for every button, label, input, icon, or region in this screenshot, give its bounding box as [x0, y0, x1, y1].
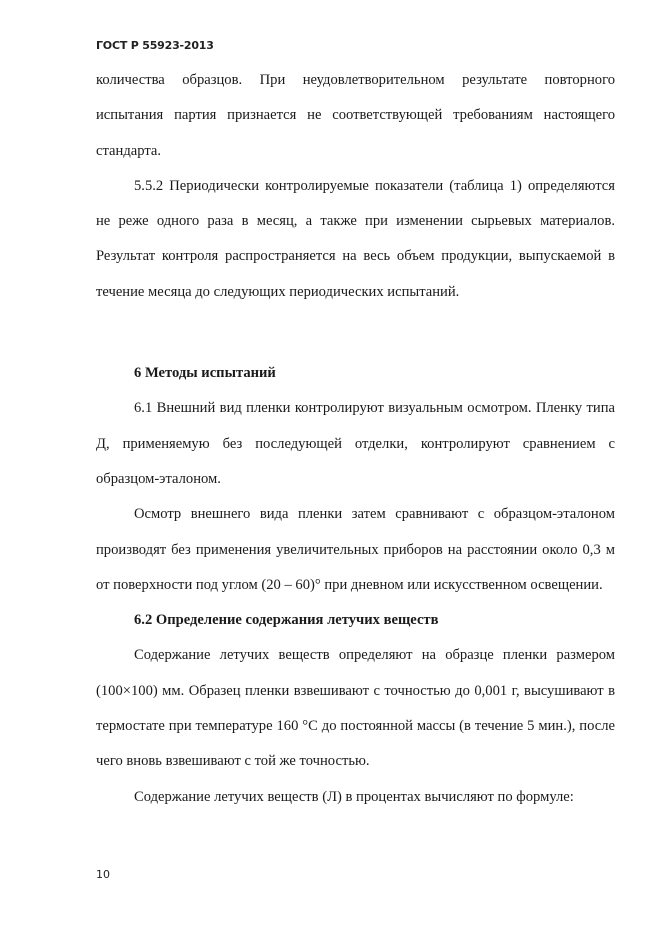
paragraph-inspection: Осмотр внешнего вида пленки затем сравнивают с образцом-эталоном производят без применения увеличительных приборов на расстоянии около 0,3 м от поверхности под углом (20 – 60)° при дневном или искусственном освещении.	[96, 506, 615, 593]
document-body	[96, 63, 615, 815]
document-header-standard: ГОСТ Р 55923-2013	[96, 39, 214, 52]
page-number: 10	[96, 868, 110, 881]
paragraph-volatile-method: Содержание летучих веществ определяют на образце пленки размером (100×100) мм. Образец пленки взвешивают с точностью до 0,001 г, высушивают в термостате при температуре 160 °С до постоянной массы (в течение 5 мин.), после чего вновь взвешивают с той же точностью.	[96, 647, 615, 770]
section-6-2-heading: 6.2 Определение содержания летучих веществ	[134, 612, 439, 629]
paragraph-continuation: количества образцов. При неудовлетворительном результате повторного испытания партия признается не соответствующей требованиям настоящего стандарта.	[96, 72, 615, 159]
section-spacer	[96, 310, 615, 356]
paragraph-formula-intro: Содержание летучих веществ (Л) в процентах вычисляют по формуле:	[134, 788, 574, 805]
paragraph-5-5-2: 5.5.2 Периодически контролируемые показатели (таблица 1) определяются не реже одного раза в месяц, а также при изменении сырьевых материалов. Результат контроля распространяется на весь объем продукции, выпускаемой в течение месяца до следующих периодических испытаний.	[96, 177, 615, 300]
section-6-heading: 6 Методы испытаний	[134, 365, 276, 382]
paragraph-6-1: 6.1 Внешний вид пленки контролируют визуальным осмотром. Пленку типа Д, применяемую без последующей отделки, контролируют сравнением с образцом-эталоном.	[96, 400, 615, 487]
